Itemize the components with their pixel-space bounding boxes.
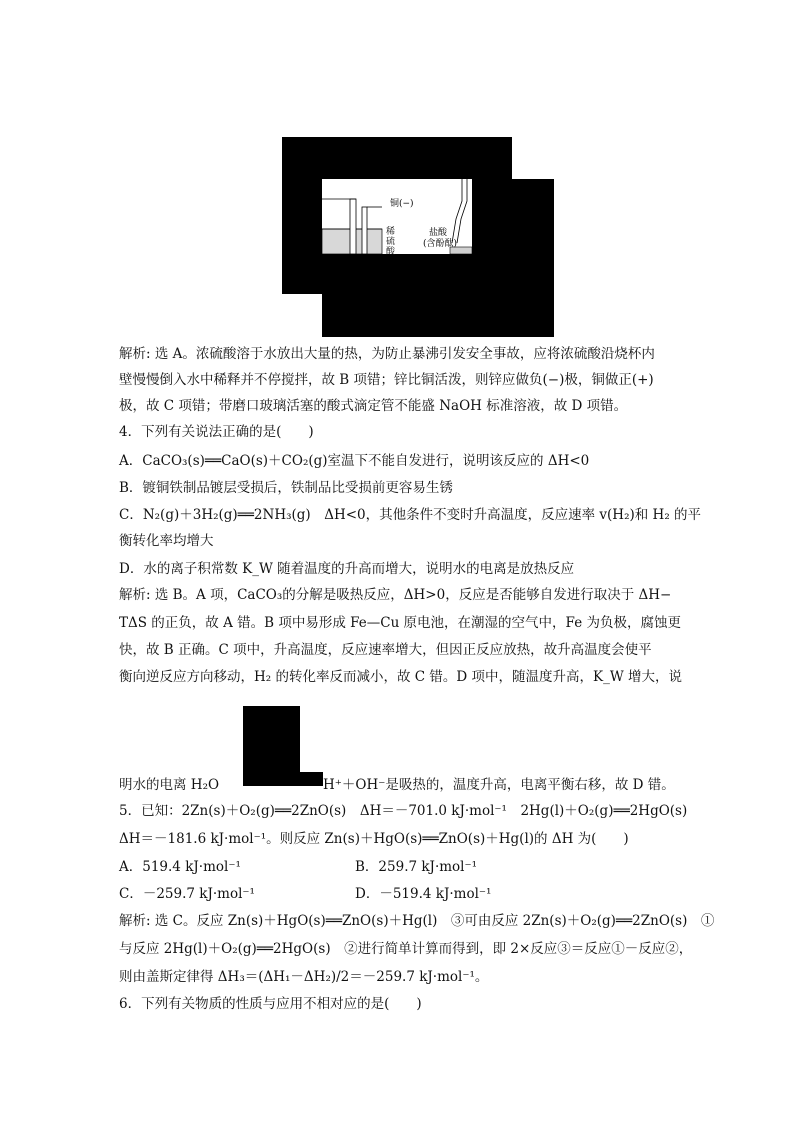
q4-analysis-line-5-right: H⁺＋OH⁻是吸热的，温度升高，电离平衡右移，故 D 错。 xyxy=(323,777,675,793)
q3-analysis-line-3: 极，故 C 项错；带磨口玻璃活塞的酸式滴定管不能盛 NaOH 标准溶液，故 D 项错。 xyxy=(119,398,628,414)
q4-option-a: A．CaCO₃(s)══CaO(s)＋CO₂(g)室温下不能自发进行，说明该反应的 ΔH<0 xyxy=(119,453,590,469)
figure-block-bottom xyxy=(282,254,554,294)
q4-option-c-line-1: C．N₂(g)＋3H₂(g)══2NH₃(g) ΔH<0，其他条件不变时升高温度，反应速率 v(H₂)和 H₂ 的平 xyxy=(119,507,702,523)
q5-options-row-1 xyxy=(119,858,477,876)
q4-analysis-line-2: TΔS 的正负，故 A 错。B 项中易形成 Fe—Cu 原电池，在潮湿的空气中，Fe 为负极，腐蚀更 xyxy=(119,615,681,631)
q5-analysis-line-2: 与反应 2Hg(l)＋O₂(g)══2HgO(s) ②进行简单计算而得到，即 2×反应③＝反应①－反应②， xyxy=(119,941,693,957)
dilute-acid-char-3: 酸 xyxy=(386,247,396,257)
q4-option-c-line-2: 衡转化率均增大 xyxy=(119,533,214,549)
q5-analysis-line-3: 则由盖斯定律得 ΔH₃＝(ΔH₁－ΔH₂)/2＝－259.7 kJ·mol⁻¹。 xyxy=(119,969,489,985)
dilute-acid-char-1: 稀 xyxy=(386,227,396,237)
q5-stem-line-2: ΔH＝－181.6 kJ·mol⁻¹。则反应 Zn(s)＋HgO(s)══ZnO(s)＋Hg(l)的 ΔH 为( ) xyxy=(119,831,629,847)
q3-analysis-line-1: 解析: 选 A。浓硫酸溶于水放出大量的热，为防止暴沸引发安全事故，应将浓硫酸沿烧杯内 xyxy=(119,346,655,362)
q4-analysis-line-1: 解析: 选 B。A 项，CaCO₃的分解是吸热反应，ΔH>0，反应是否能够自发进行取决于 ΔH− xyxy=(119,587,672,603)
figure-block-left xyxy=(282,137,322,254)
dilute-acid-label xyxy=(386,227,395,257)
experiment-figure xyxy=(282,137,554,337)
q5-option-b: B．259.7 kJ·mol⁻¹ xyxy=(355,859,478,875)
figure-block-bottom-right xyxy=(322,294,554,337)
q5-options-row-2 xyxy=(119,885,491,903)
q4-analysis-line-5-left: 明水的电离 H₂O xyxy=(119,777,220,793)
hcl-sub-label: (含酚酞) xyxy=(423,239,458,249)
copper-electrode-label: 铜(−) xyxy=(390,199,414,209)
hcl-label: 盐酸 xyxy=(429,228,448,238)
redacted-equation-tail xyxy=(285,772,323,786)
figure-block-mid-right xyxy=(472,137,512,254)
q4-option-b: B．镀铜铁制品镀层受损后，铁制品比受损前更容易生锈 xyxy=(119,480,453,496)
q5-analysis-line-1: 解析: 选 C。反应 Zn(s)＋HgO(s)══ZnO(s)＋Hg(l) ③可由反应 2Zn(s)＋O₂(g)══2ZnO(s) ① xyxy=(119,913,715,929)
q5-option-d: D．－519.4 kJ·mol⁻¹ xyxy=(355,886,492,902)
q4-stem: 4．下列有关说法正确的是( ) xyxy=(119,424,314,440)
q6-stem: 6．下列有关物质的性质与应用不相对应的是( ) xyxy=(119,996,422,1012)
q5-option-c: C．－259.7 kJ·mol⁻¹ xyxy=(119,886,255,902)
q4-analysis-line-3: 快，故 B 正确。C 项中，升高温度，反应速率增大，但因正反应放热，故升高温度会使平 xyxy=(119,642,652,658)
q3-analysis-line-2: 壁慢慢倒入水中稀释并不停搅拌，故 B 项错；锌比铜活泼，则锌应做负(−)极，铜做正(+) xyxy=(119,372,654,388)
q5-stem-line-1: 5．已知：2Zn(s)＋O₂(g)══2ZnO(s) ΔH＝－701.0 kJ·mol⁻¹ 2Hg(l)＋O₂(g)══2HgO(s) xyxy=(119,803,688,819)
q4-option-d: D．水的离子积常数 K_W 随着温度的升高而增大，说明水的电离是放热反应 xyxy=(119,561,575,577)
q4-analysis-line-4: 衡向逆反应方向移动，H₂ 的转化率反而减小，故 C 错。D 项中，随温度升高，K_W 增大，说 xyxy=(119,669,683,685)
dilute-acid-char-2: 硫 xyxy=(386,237,396,247)
q5-option-a: A．519.4 kJ·mol⁻¹ xyxy=(119,859,241,875)
